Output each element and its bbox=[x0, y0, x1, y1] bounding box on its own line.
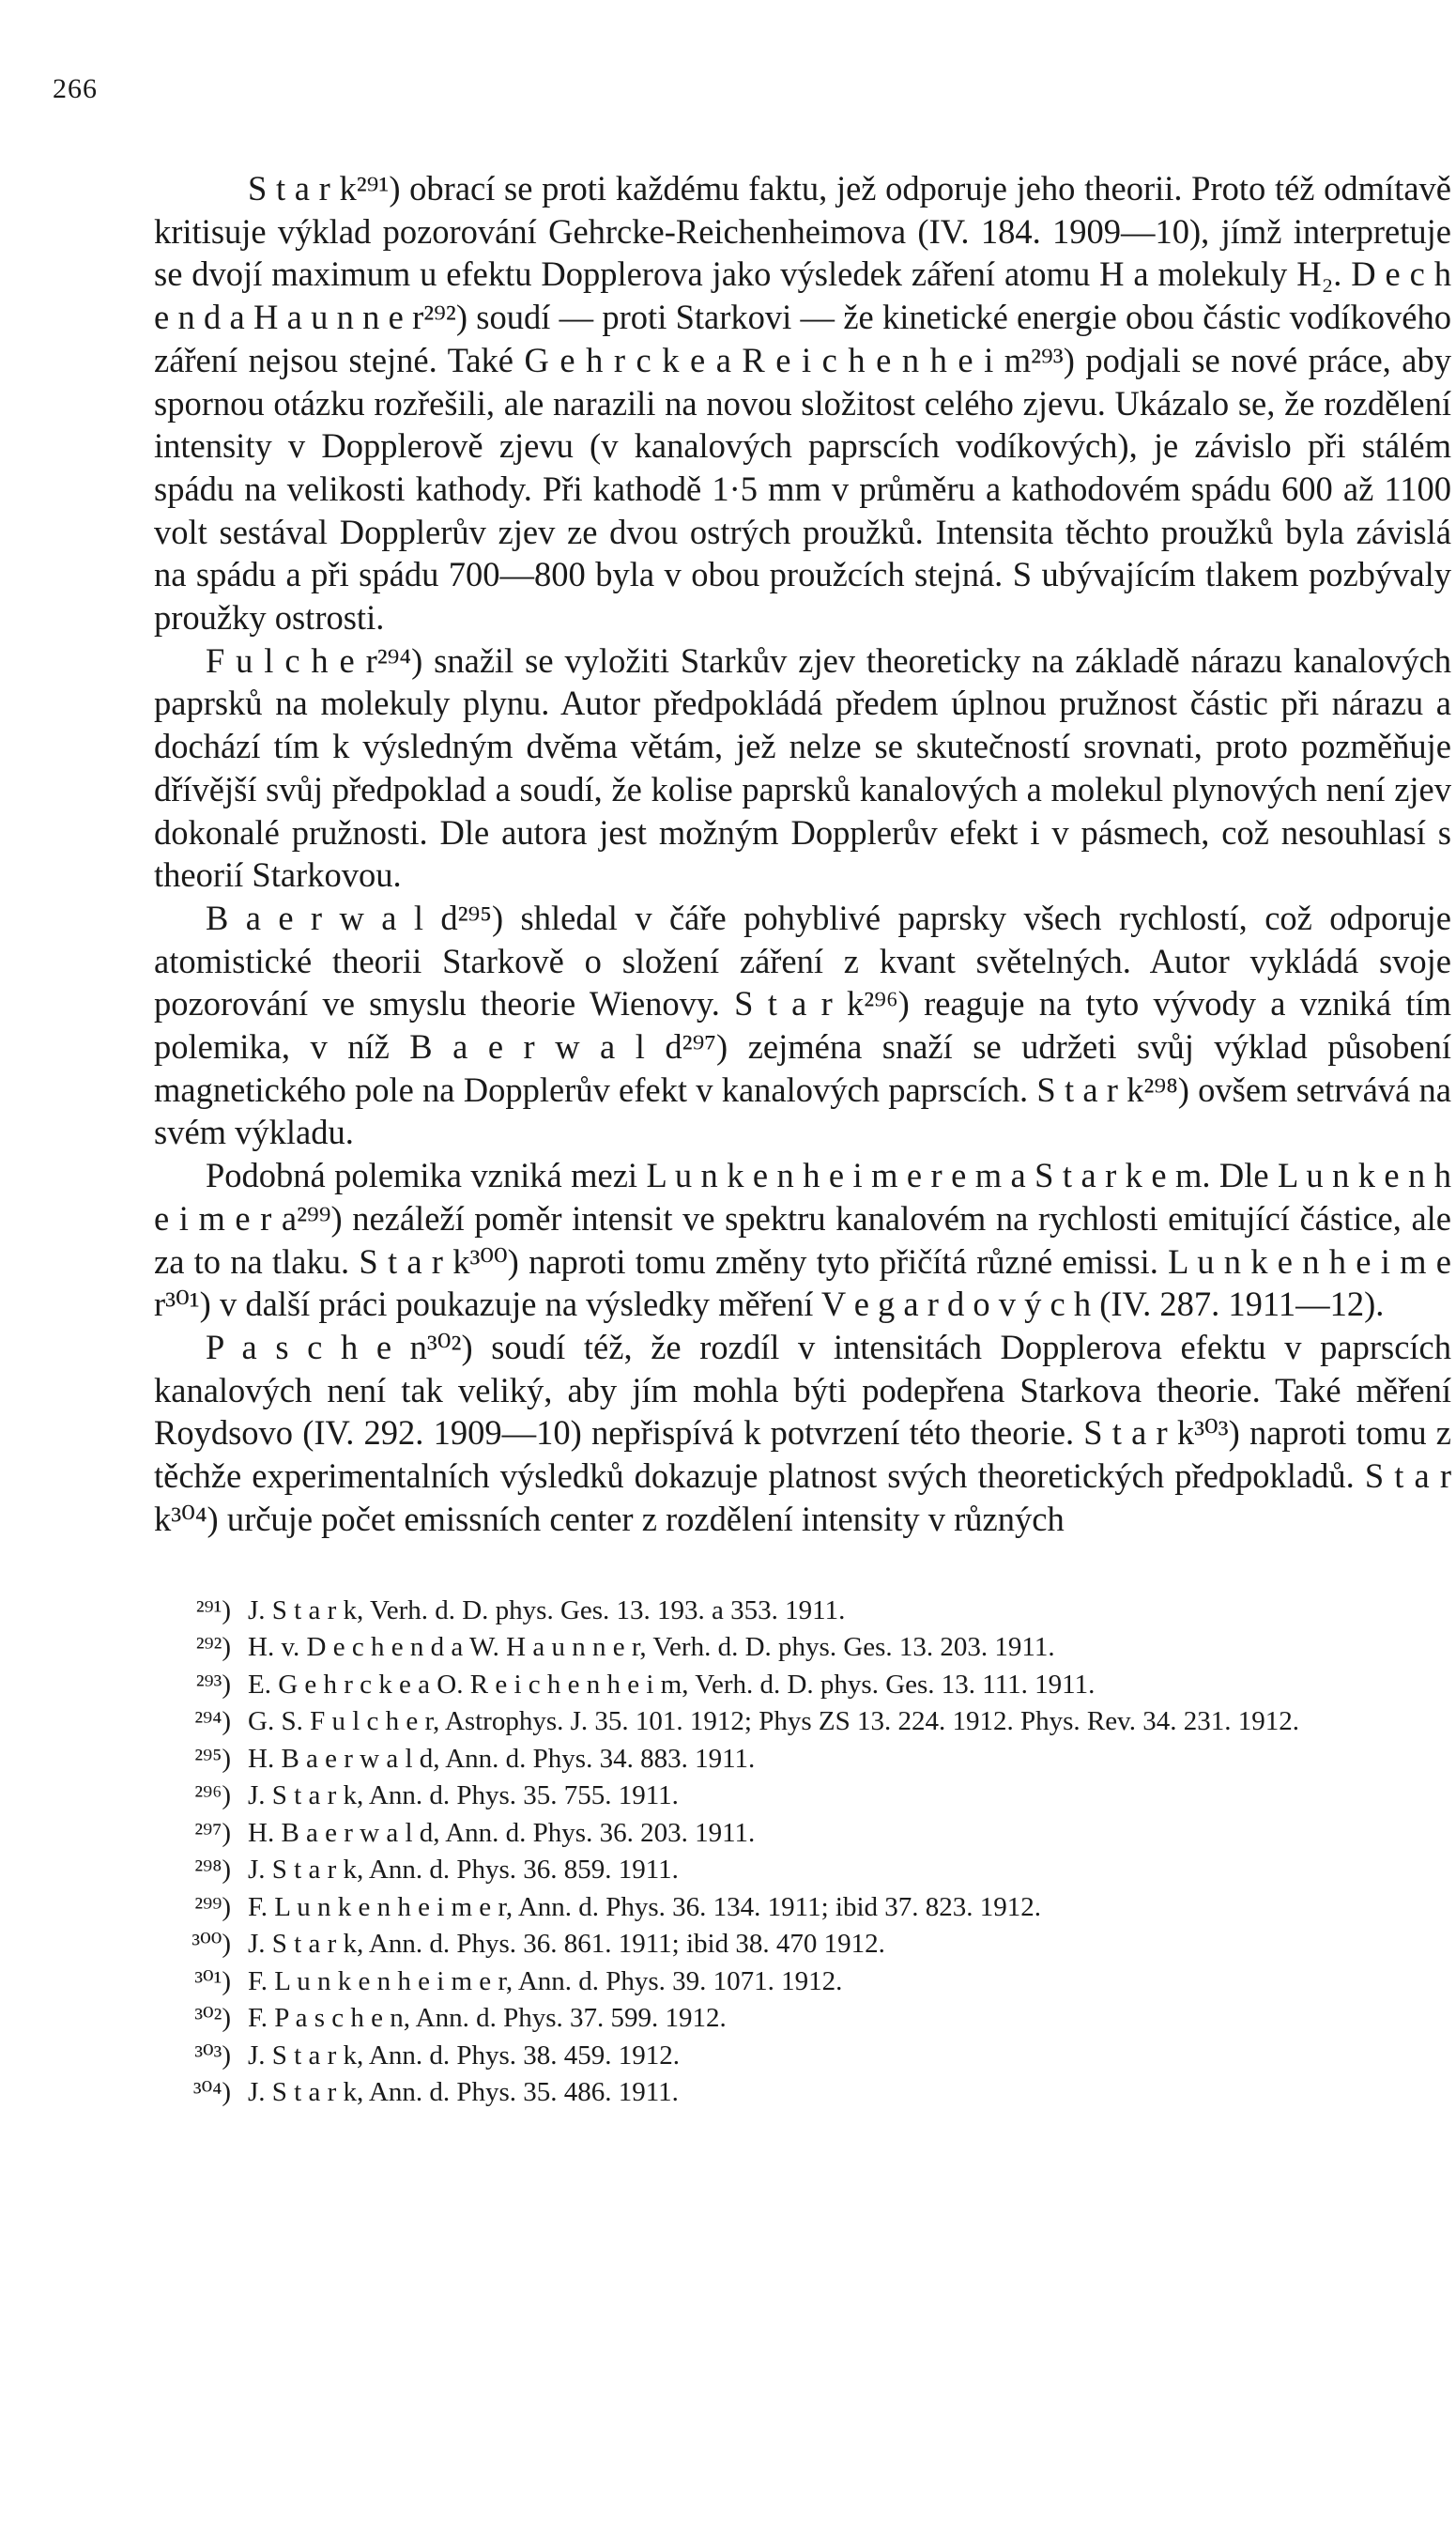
footnote-text: F. L u n k e n h e i m e r, Ann. d. Phys. 39. 1071. 1912. bbox=[248, 1965, 843, 1996]
footnote bbox=[105, 1703, 1455, 1741]
paragraph-fulcher: F u l c h e r²⁹⁴) snažil se vyložiti Starkův zjev theoreticky na základě nárazu kanalových paprsků na molekuly plynu. Autor předpokládá předem úplnou pružnost částic při nárazu a dochází tím k výsledným dvěma větám, jež nelze se skutečností srovnati, proto pozměňuje dřívější svůj předpoklad a soudí, že kolise paprsků kanalových a molekul plynových není zjev dokonalé pružnosti. Dle autora jest možným Dopplerův efekt i v pásmech, což nesouhlasí s theorií Starkovou. bbox=[154, 640, 1451, 895]
footnote-text: J. S t a r k, Ann. d. Phys. 35. 486. 1911. bbox=[248, 2077, 679, 2107]
paragraph-stark-critique: S t a r k²⁹¹) obrací se proti každému faktu, jež odporuje jeho theorii. Proto též odmítavě kritisuje výklad pozorování Gehrcke-Reichenheimova (IV. 184. 1909—10), jímž interpretuje se dvojí maximum u efektu Dopplerova jako výsledek záření atomu H a molekuly H₂. D e c h e n d a H a u n n e r²⁹²) soudí — proti Starkovi — že kinetické energie obou částic vodíkového záření nejsou stejné. Také G e h r c k e a R e i c h e n h e i m²⁹³) podjali se nové práce, aby spornou otázku rozřešili, ale narazili na novou složitost celého zjevu. Ukázalo se, že rozdělení intensity v Dopplerově zjevu (v kanalových paprscích vodíkových), je závislo při stálém spádu na velikosti kathody. Při kathodě 1·5 mm v průměru a kathodovém spádu 600 až 1100 volt sestával Dopplerův zjev ze dvou ostrých proužků. Intensita těchto proužků byla závislá na spádu a při spádu 700—800 byla v obou proužcích stejná. S ubývajícím tlakem pozbývaly proužky ostrosti. bbox=[154, 169, 1451, 638]
footnote bbox=[105, 1889, 1455, 1927]
footnote bbox=[105, 1926, 1455, 1963]
footnote-text: H. v. D e c h e n d a W. H a u n n e r, Verh. d. D. phys. Ges. 13. 203. 1911. bbox=[248, 1632, 1055, 1662]
footnote-text: J. S t a r k, Ann. d. Phys. 36. 861. 1911; ibid 38. 470 1912. bbox=[248, 1929, 885, 1959]
footnote-text: G. S. F u l c h e r, Astrophys. J. 35. 101. 1912; Phys ZS 13. 224. 1912. Phys. Rev. 34. 231. 1912. bbox=[248, 1706, 1299, 1736]
footnote-text: F. L u n k e n h e i m e r, Ann. d. Phys. 36. 134. 1911; ibid 37. 823. 1912. bbox=[248, 1891, 1042, 1922]
footnote-text: H. B a e r w a l d, Ann. d. Phys. 36. 203. 1911. bbox=[248, 1817, 756, 1848]
footnote bbox=[105, 1778, 1455, 1815]
footnote-number: ³⁰²) bbox=[194, 2003, 231, 2033]
footnote-number: ²⁹⁴) bbox=[194, 1706, 231, 1736]
body-text bbox=[154, 167, 1451, 1541]
footnote bbox=[105, 1815, 1455, 1853]
paragraph-baerwald: B a e r w a l d²⁹⁵) shledal v čáře pohyblivé paprsky všech rychlostí, což odporuje atomistické theorii Starkově o složení záření z kvant světelných. Autor vykládá svoje pozorování ve smyslu theorie Wienovy. S t a r k²⁹⁶) reaguje na tyto vývody a vzniká tím polemika, v níž B a e r w a l d²⁹⁷) zejména snaží se udržeti svůj výklad působení magnetického pole na Dopplerův efekt v kanalových paprscích. S t a r k²⁹⁸) ovšem setrvává na svém výkladu. bbox=[154, 898, 1451, 1152]
footnote-text: J. S t a r k, Ann. d. Phys. 35. 755. 1911. bbox=[248, 1780, 679, 1810]
footnote-number: ²⁹¹) bbox=[195, 1594, 231, 1625]
footnote-text: E. G e h r c k e a O. R e i c h e n h e i m, Verh. d. D. phys. Ges. 13. 111. 1911. bbox=[248, 1669, 1096, 1700]
footnote bbox=[105, 1667, 1455, 1704]
paragraph-paschen: P a s c h e n³⁰²) soudí též, že rozdíl v intensitách Dopplerova efektu v paprscích kanalových není tak veliký, aby jím mohla býti podepřena Starkova theorie. Také měření Roydsovo (IV. 292. 1909—10) nepřispívá k potvrzení této theorie. S t a r k³⁰³) naproti tomu z těchže experimentalních výsledků dokazuje platnost svých theoretických předpokladů. S t a r k³⁰⁴) určuje počet emissních center z rozdělení intensity v různých bbox=[154, 1327, 1451, 1538]
footnote bbox=[105, 2074, 1455, 2112]
footnotes bbox=[105, 1593, 1455, 2112]
footnote-number: ³⁰⁰) bbox=[192, 1929, 231, 1959]
footnote-number: ³⁰⁴) bbox=[192, 2077, 231, 2107]
page-number: 266 bbox=[53, 73, 98, 104]
footnote-number: ²⁹⁶) bbox=[194, 1780, 231, 1810]
paragraph-lunkenheimer: Podobná polemika vzniká mezi L u n k e n h e i m e r e m a S t a r k e m. Dle L u n k e n h e i m e r a²⁹⁹) nezáleží poměr intensit ve spektru kanalovém na rychlosti emitující částice, ale za to na tlaku. S t a r k³⁰⁰) naproti tomu změny tyto přičítá různé emissi. L u n k e n h e i m e r³⁰¹) v další práci poukazuje na výsledky měření V e g a r d o v ý c h (IV. 287. 1911—12). bbox=[154, 1156, 1451, 1324]
footnote bbox=[105, 1852, 1455, 1889]
footnote bbox=[105, 1593, 1455, 1630]
footnote-number: ²⁹⁵) bbox=[194, 1743, 231, 1774]
footnote-text: J. S t a r k, Ann. d. Phys. 36. 859. 1911. bbox=[248, 1855, 679, 1885]
footnote bbox=[105, 2038, 1455, 2075]
footnote-number: ²⁹³) bbox=[195, 1669, 231, 1700]
footnote-text: H. B a e r w a l d, Ann. d. Phys. 34. 883. 1911. bbox=[248, 1743, 756, 1774]
footnote bbox=[105, 1629, 1455, 1667]
footnote-number: ³⁰¹) bbox=[194, 1965, 231, 1996]
footnote bbox=[105, 1963, 1455, 2001]
footnote-number: ³⁰³) bbox=[194, 2040, 231, 2071]
footnote-text: F. P a s c h e n, Ann. d. Phys. 37. 599. 1912. bbox=[248, 2003, 727, 2033]
footnote-text: J. S t a r k, Verh. d. D. phys. Ges. 13. 193. a 353. 1911. bbox=[248, 1594, 846, 1625]
footnote-number: ²⁹²) bbox=[195, 1632, 231, 1662]
footnote-number: ²⁹⁷) bbox=[194, 1817, 231, 1848]
footnote bbox=[105, 2000, 1455, 2038]
footnote-number: ²⁹⁸) bbox=[194, 1855, 231, 1885]
footnote-text: J. S t a r k, Ann. d. Phys. 38. 459. 1912. bbox=[248, 2040, 681, 2071]
footnote bbox=[105, 1741, 1455, 1778]
footnote-number: ²⁹⁹) bbox=[194, 1891, 231, 1922]
